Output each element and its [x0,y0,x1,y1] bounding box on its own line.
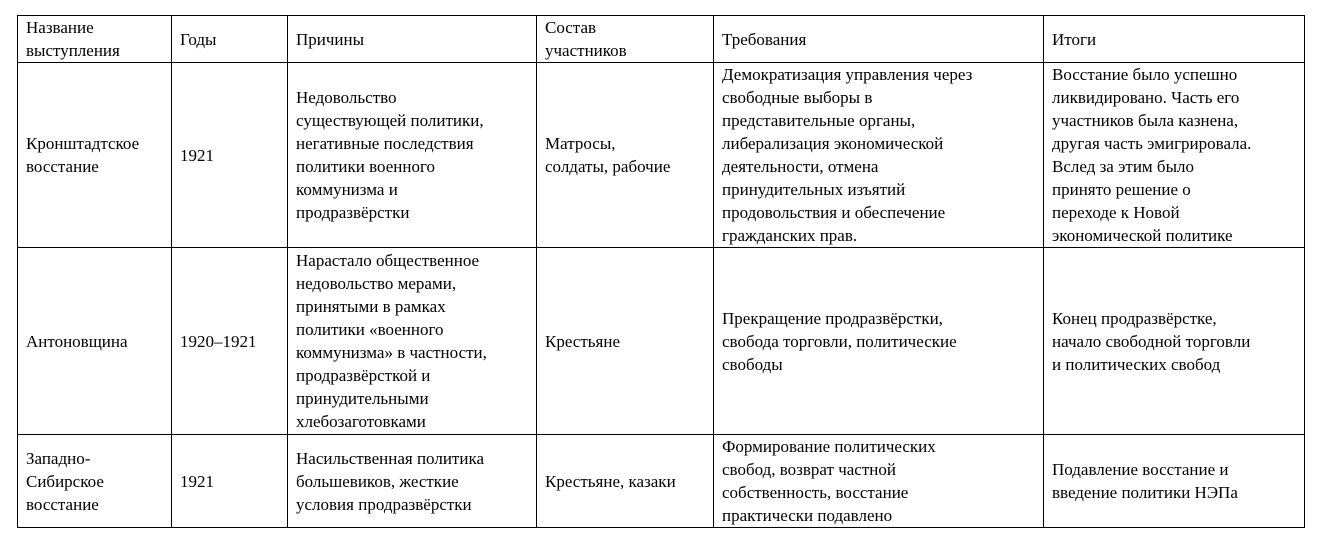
cell-text: Западно- Сибирское восстание [26,448,104,514]
cell-text: Подавление восстание и введение политики НЭПа [1052,460,1238,502]
cell-demands [714,435,1044,528]
cell-text: Нарастало общественное недовольство мерами, принятыми в рамках политики «военного коммунизма» в частности, продразвёрсткой и принудительными хлебозаготовками [296,251,487,431]
cell-text: Матросы, солдаты, рабочие [545,134,671,176]
header-cell-demands [714,16,1044,63]
cell-name [18,248,172,435]
cell-causes [288,248,537,435]
cell-text: Демократизация управления через свободные выборы в представительные органы, либерализация экономической деятельности, отмена принудительных изъятий продовольствия и обеспечение гражданских прав. [722,65,973,245]
cell-text: 1921 [180,145,214,165]
cell-text: Кронштадтское восстание [26,134,140,176]
header-cell-years [172,16,288,63]
table-row [18,63,1305,248]
header-cell-results [1044,16,1305,63]
cell-results [1044,435,1305,528]
cell-results [1044,248,1305,435]
uprisings-table [17,15,1305,528]
header-cell-causes [288,16,537,63]
cell-participants [537,63,714,248]
cell-name [18,63,172,248]
cell-years [172,63,288,248]
cell-text: 1920–1921 [180,331,257,351]
cell-causes [288,63,537,248]
header-label: Итоги [1052,29,1097,49]
cell-text: Крестьяне [545,331,620,351]
header-label: Название выступления [26,18,120,60]
cell-text: Восстание было успешно ликвидировано. Часть его участников была казнена, другая часть эмигрировала. Вслед за этим было принято решение о переходе к Новой экономической политике [1052,65,1252,245]
cell-years [172,248,288,435]
cell-text: Насильственная политика большевиков, жесткие условия продразвёрстки [296,448,484,514]
cell-participants [537,435,714,528]
cell-text: 1921 [180,471,214,491]
cell-results [1044,63,1305,248]
cell-text: Крестьяне, казаки [545,471,676,491]
table-row [18,435,1305,528]
table-row [18,248,1305,435]
cell-participants [537,248,714,435]
cell-years [172,435,288,528]
table-header-row [18,16,1305,63]
cell-demands [714,63,1044,248]
cell-text: Прекращение продразвёрстки, свобода торговли, политические свободы [722,308,957,374]
cell-causes [288,435,537,528]
header-label: Годы [180,29,217,49]
header-cell-participants [537,16,714,63]
header-label: Требования [722,29,807,49]
cell-text: Антоновщина [26,331,128,351]
cell-text: Конец продразвёрстке, начало свободной торговли и политических свобод [1052,308,1251,374]
cell-demands [714,248,1044,435]
cell-text: Недовольство существующей политики, негативные последствия политики военного коммунизма и продразвёрстки [296,88,484,222]
cell-text: Формирование политических свобод, возврат частной собственность, восстание практически подавлено [722,437,936,525]
header-label: Причины [296,29,365,49]
header-cell-name [18,16,172,63]
cell-name [18,435,172,528]
header-label: Состав участников [545,18,627,60]
